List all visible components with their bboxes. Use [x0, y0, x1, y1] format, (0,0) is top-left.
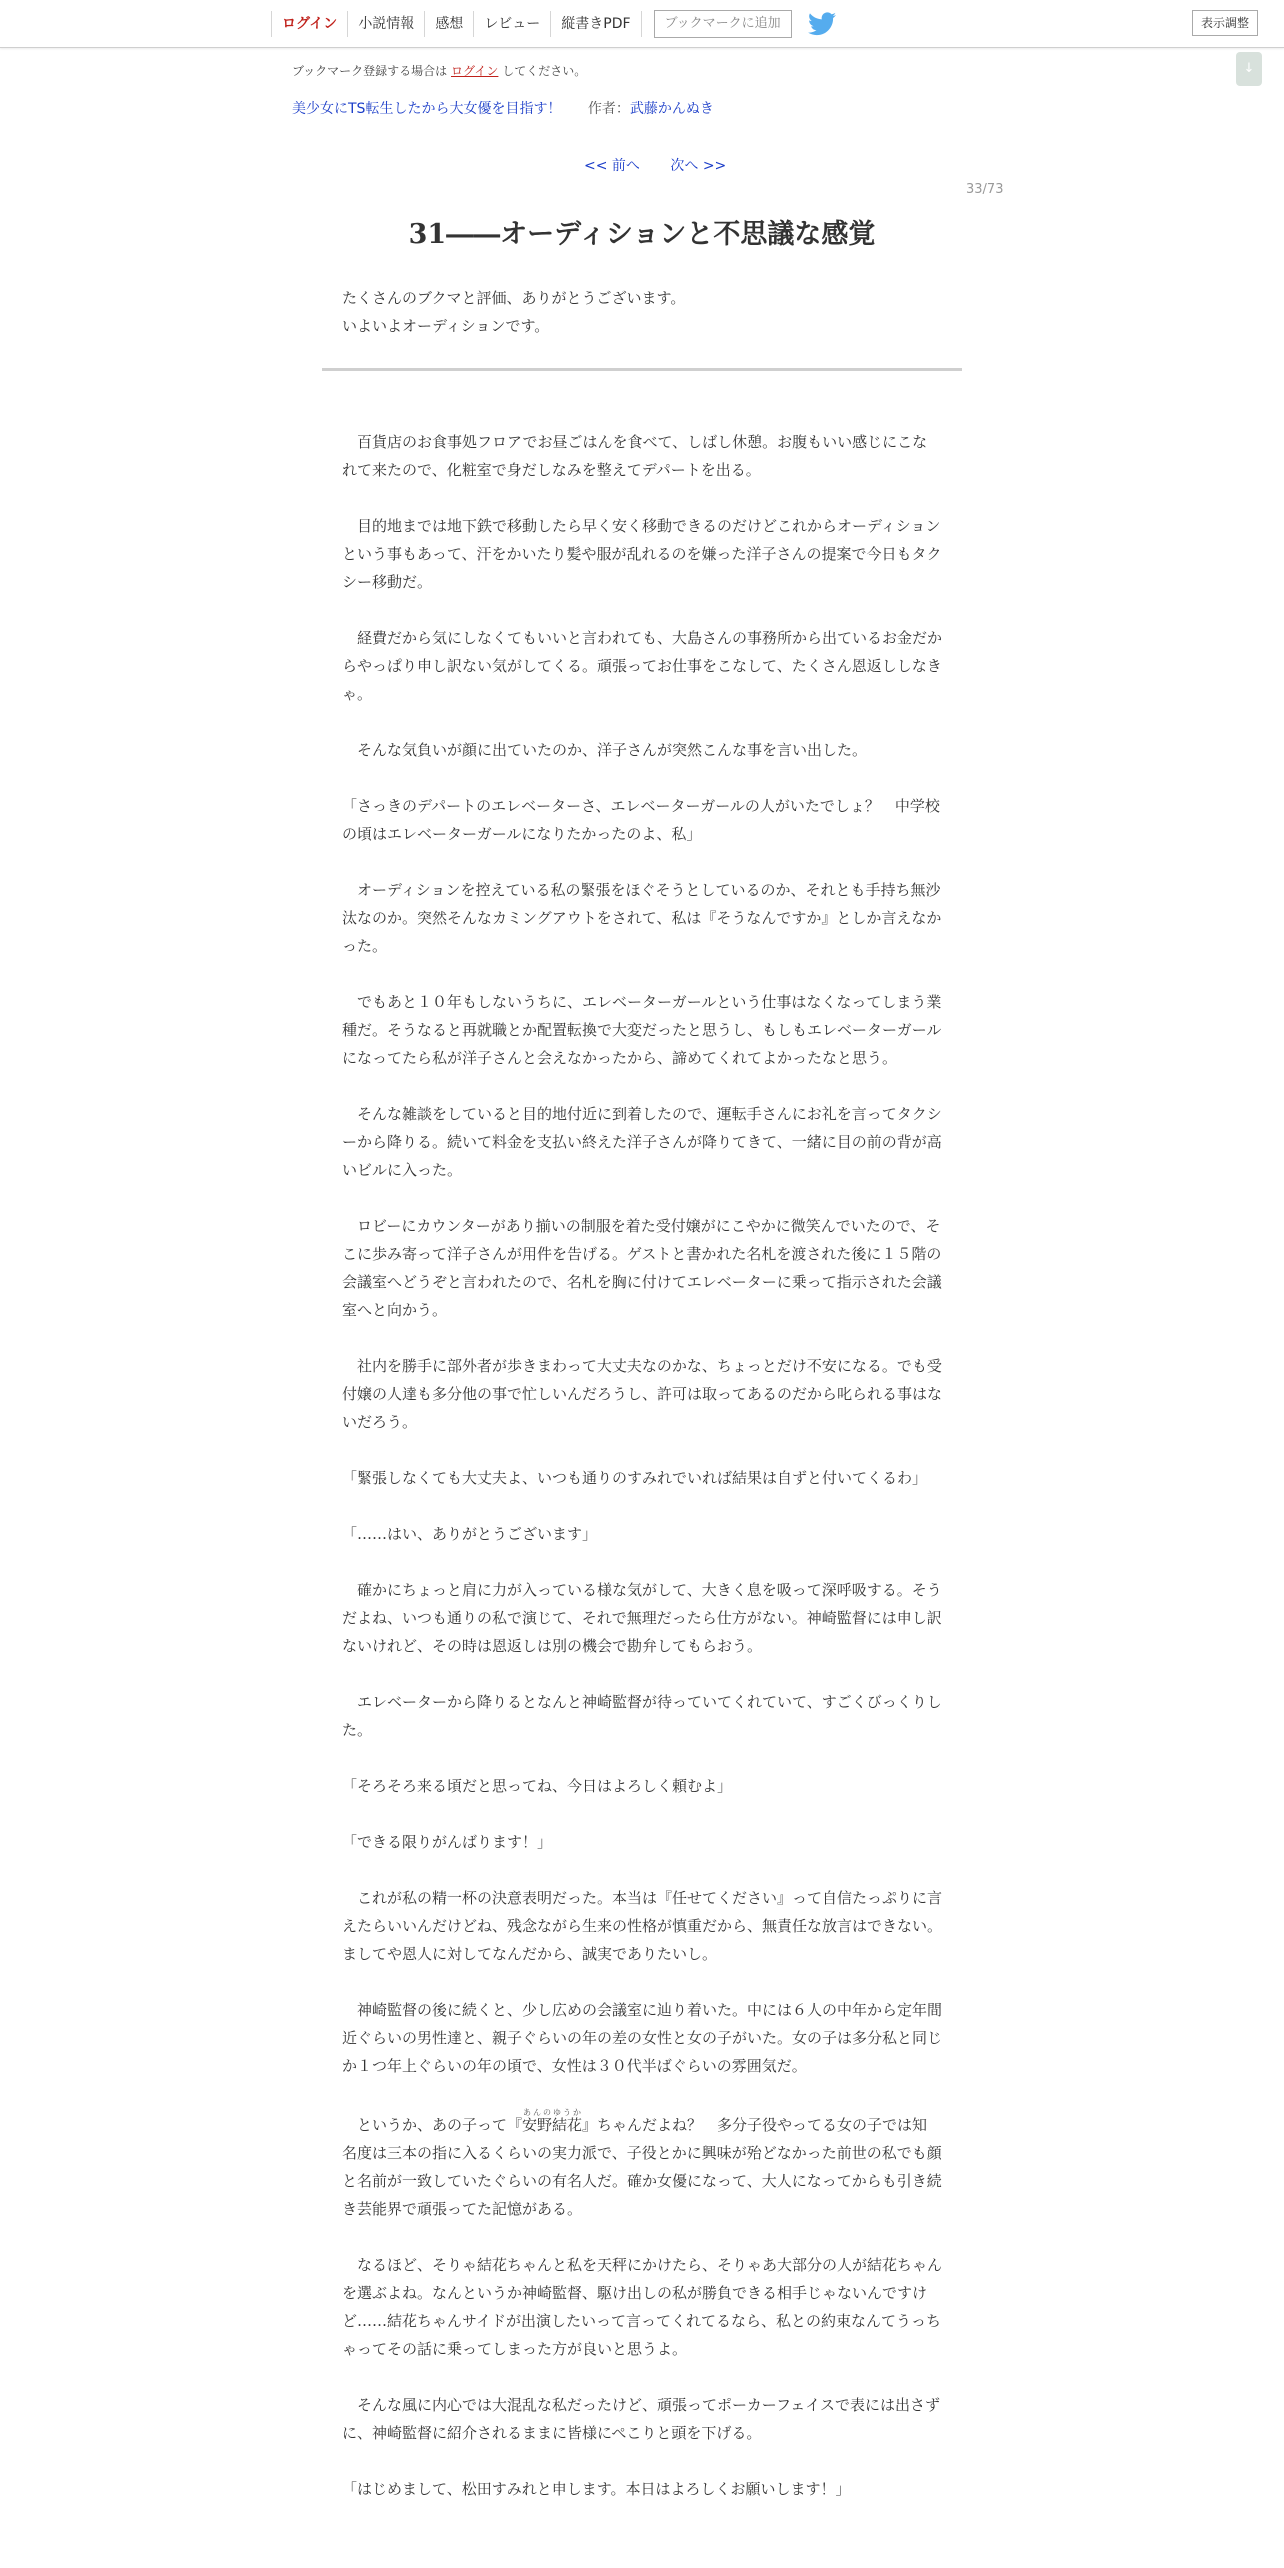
body-paragraph: そんな気負いが顔に出ていたのか、洋子さんが突然こんな事を言い出した。 [342, 741, 868, 759]
preface-divider [322, 368, 962, 371]
nav-review-link[interactable]: レビュー [473, 11, 550, 37]
body-paragraph: 「……はい、ありがとうございます」 [342, 1525, 598, 1543]
body-paragraph: そんな雑談をしていると目的地付近に到着したので、運転手さんにお礼を言ってタクシーから降りる。続いて料金を支払い終えた洋子さんが降りてきて、一緒に目の前の背が高いビルに入った。 [342, 1105, 942, 1179]
bookmark-notice [292, 62, 586, 79]
body-paragraph: 「はじめまして、松田すみれと申します。本日はよろしくお願いします！」 [342, 2480, 851, 2498]
prev-chapter-link[interactable]: << 前へ [584, 158, 640, 174]
nav-login-link[interactable]: ログイン [271, 11, 347, 37]
body-paragraph: そんな風に内心では大混乱な私だったけど、頑張ってポーカーフェイスで表には出さずに、神崎監督に紹介されるままに皆様にぺこりと頭を下げる。 [342, 2396, 941, 2442]
nav-vertical-pdf-link[interactable]: 縦書きPDF [550, 11, 641, 37]
display-settings-button[interactable]: 表示調整 [1192, 10, 1258, 36]
add-bookmark-button[interactable]: ブックマークに追加 [654, 10, 792, 38]
body-paragraph: 経費だから気にしなくてもいいと言われても、大島さんの事務所から出ているお金だからやっぱり申し訳ない気がしてくる。頑張ってお仕事をこなして、たくさん恩返ししなきゃ。 [342, 629, 943, 703]
preface-line: たくさんのブクマと評価、ありがとうございます。 [342, 289, 686, 307]
ruby-base: 安野結花 [522, 2116, 583, 2134]
novel-title-link[interactable]: 美少女にTS転生したから大女優を目指す！ [292, 101, 562, 117]
ruby-after: 』ちゃんだよね？ 多分子役やってる女の子では知名度は三本の指に入るくらいの実力派で、子役とかに興味が殆どなかった前世の私でも顔と名前が一致していたぐらいの有名人だ。確か女優になって、大人になってからも引き続き芸能界で頑張ってた記憶がある。 [342, 2116, 942, 2218]
bookmark-notice-suffix: してください。 [502, 64, 587, 78]
chapter-title: 31――オーディションと不思議な感覚 [408, 219, 876, 250]
nav-novel-info-link[interactable]: 小説情報 [347, 11, 424, 37]
ruby-reading: あんのゆうか [522, 2108, 583, 2117]
body-paragraph: 「緊張しなくても大丈夫よ、いつも通りのすみれでいれば結果は自ずと付いてくるわ」 [342, 1469, 928, 1487]
body-paragraph: 「できる限りがんばります！」 [342, 1833, 553, 1851]
preface-line: いよいよオーディションです。 [342, 317, 550, 335]
chapter-preface [342, 284, 942, 340]
bookmark-notice-login-link[interactable]: ログイン [451, 64, 499, 78]
top-navigation-bar [0, 0, 1284, 48]
next-chapter-link[interactable]: 次へ >> [670, 158, 727, 174]
scroll-down-button[interactable]: ↓ [1236, 52, 1262, 86]
page-number: 33/73 [966, 182, 1004, 197]
chapter-body [342, 428, 942, 2531]
nav-impressions-link[interactable]: 感想 [424, 11, 473, 37]
chapter-pager [584, 155, 726, 175]
body-paragraph: 目的地までは地下鉄で移動したら早く安く移動できるのだけどこれからオーディションという事もあって、汗をかいたり髪や服が乱れるのを嫌った洋子さんの提案で今日もタクシー移動だ。 [342, 517, 942, 591]
body-paragraph: 「さっきのデパートのエレベーターさ、エレベーターガールの人がいたでしょ？ 中学校の頃はエレベーターガールになりたかったのよ、私」 [342, 797, 940, 843]
ruby-before: というか、あの子って『 [342, 2116, 523, 2134]
body-paragraph: エレベーターから降りるとなんと神崎監督が待っていてくれていて、すごくびっくりした。 [342, 1693, 942, 1739]
author-name-link[interactable]: 武藤かんぬき [629, 101, 714, 117]
body-paragraph: 社内を勝手に部外者が歩きまわって大丈夫なのかな、ちょっとだけ不安になる。でも受付嬢の人達も多分他の事で忙しいんだろうし、許可は取ってあるのだから叱られる事はないだろう。 [342, 1357, 943, 1431]
body-paragraph: 百貨店のお食事処フロアでお昼ごはんを食べて、しばし休憩。お腹もいい感じにこなれて来たので、化粧室で身だしなみを整えてデパートを出る。 [342, 433, 928, 479]
novel-info [292, 98, 714, 118]
body-paragraph: 「そろそろ来る頃だと思ってね、今日はよろしく頼むよ」 [342, 1777, 733, 1795]
body-paragraph: 確かにちょっと肩に力が入っている様な気がして、大きく息を吸って深呼吸する。そうだよね、いつも通りの私で演じて、それで無理だったら仕方がない。神崎監督には申し訳ないけれど、その時は恩返しは別の機会で勘弁してもらおう。 [342, 1581, 942, 1655]
bookmark-notice-prefix: ブックマーク登録する場合は [292, 64, 448, 78]
body-paragraph: これが私の精一杯の決意表明だった。本当は『任せてください』って自信たっぷりに言えたらいいんだけどね、残念ながら生来の性格が慎重だから、無責任な放言はできない。ましてや恩人に対してなんだから、誠実でありたいし。 [342, 1889, 943, 1963]
main-nav [271, 0, 836, 47]
name-ruby [522, 2108, 583, 2134]
body-paragraph: なるほど、そりゃ結花ちゃんと私を天秤にかけたら、そりゃあ大部分の人が結花ちゃんを選ぶよね。なんというか神崎監督、駆け出しの私が勝負できる相手じゃないんですけど……結花ちゃんサイドが出演したいって言ってくれてるなら、私との約束なんてうっちゃってその話に乗ってしまった方が良いと思うよ。 [342, 2256, 943, 2358]
body-paragraph-ruby [342, 2108, 942, 2223]
body-paragraph: オーディションを控えている私の緊張をほぐそうとしているのか、それとも手持ち無沙汰なのか。突然そんなカミングアウトをされて、私は『そうなんですか』としか言えなかった。 [342, 881, 942, 955]
body-paragraph: 神崎監督の後に続くと、少し広めの会議室に辿り着いた。中には６人の中年から定年間近ぐらいの男性達と、親子ぐらいの年の差の女性と女の子がいた。女の子は多分私と同じか１つ年上ぐらいの年の頃で、女性は３０代半ばぐらいの雰囲気だ。 [342, 2001, 943, 2075]
author-label: 作者： [587, 101, 630, 117]
body-paragraph: ロビーにカウンターがあり揃いの制服を着た受付嬢がにこやかに微笑んでいたので、そこに歩み寄って洋子さんが用件を告げる。ゲストと書かれた名札を渡された後に１５階の会議室へどうぞと言われたので、名札を胸に付けてエレベーターに乗って指示された会議室へと向かう。 [342, 1217, 942, 1319]
twitter-icon[interactable] [808, 12, 836, 36]
body-paragraph: でもあと１０年もしないうちに、エレベーターガールという仕事はなくなってしまう業種だ。そうなると再就職とか配置転換で大変だったと思うし、もしもエレベーターガールになってたら私が洋子さんと会えなかったから、諦めてくれてよかったなと思う。 [342, 993, 942, 1067]
